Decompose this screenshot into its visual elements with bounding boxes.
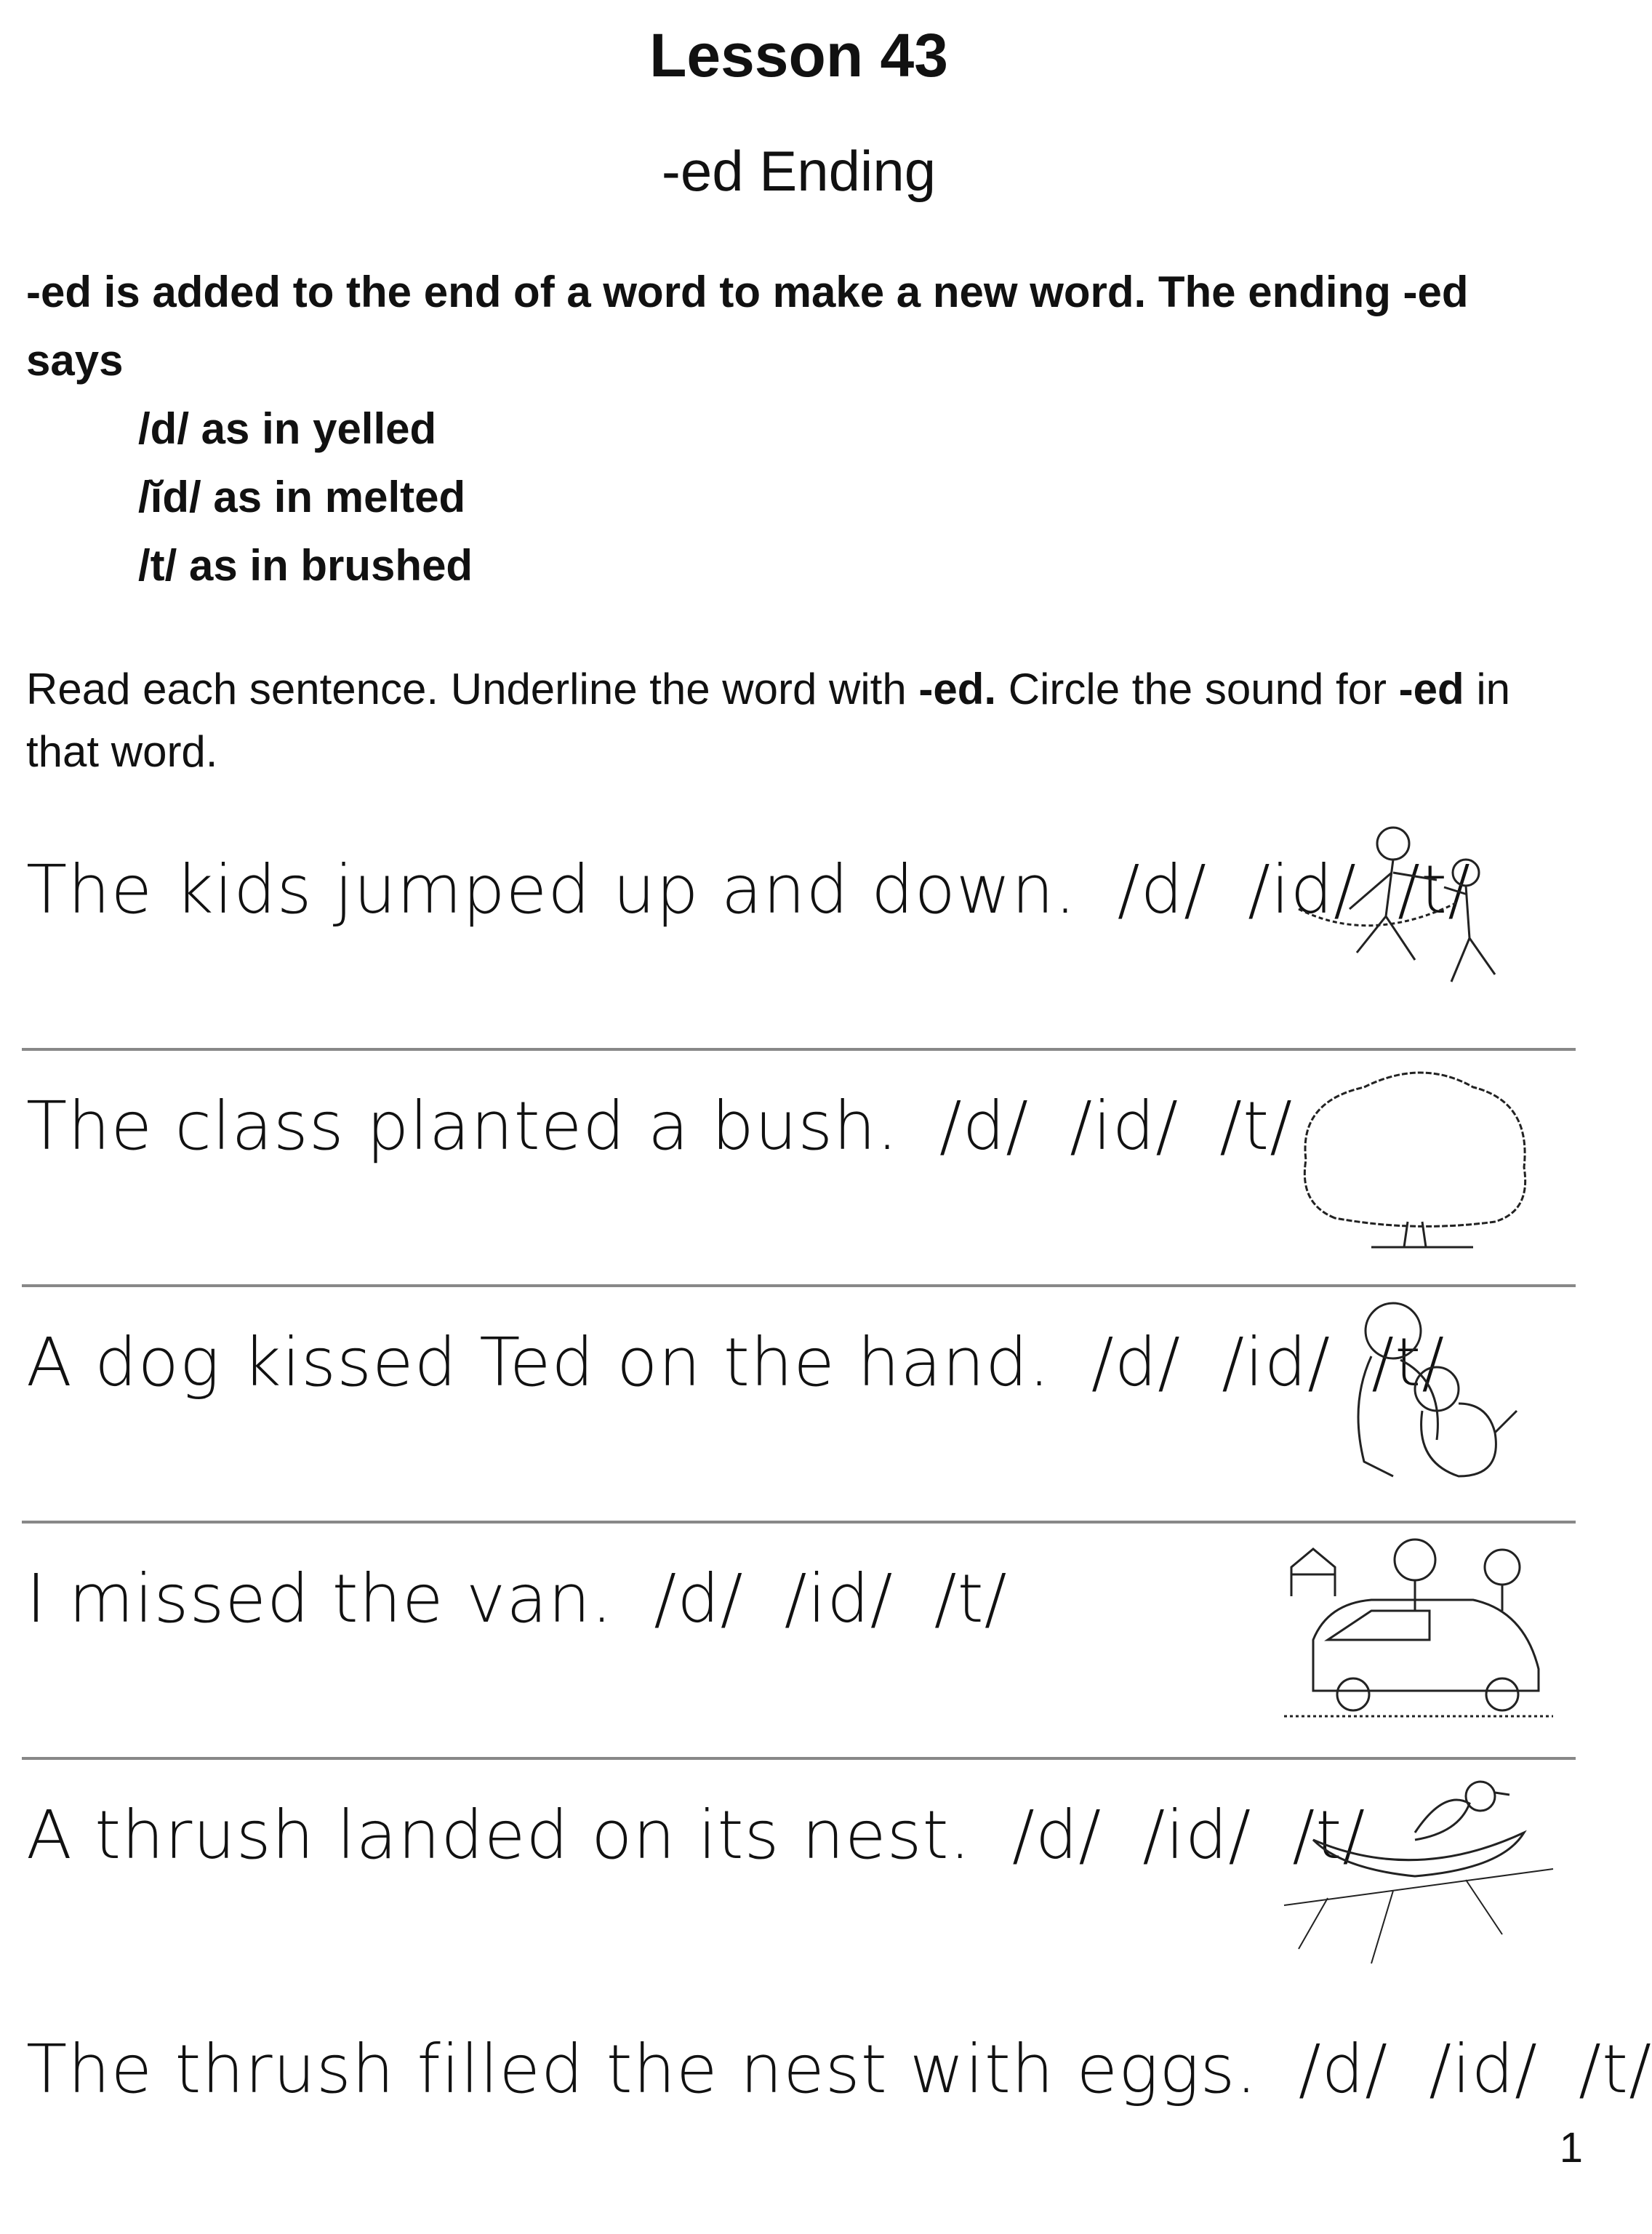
option-d[interactable]: /d/ — [1011, 1796, 1102, 1874]
intro-paragraph — [26, 258, 1553, 600]
option-t[interactable]: /t/ — [1579, 2030, 1652, 2108]
sentence-text: I missed the van. — [26, 1560, 614, 1638]
exercise-row — [26, 822, 1575, 1054]
sound: /d/ — [138, 404, 189, 453]
sound: /t/ — [138, 541, 177, 590]
instr-bold: -ed. — [918, 665, 997, 713]
lesson-title: Lesson 43 — [649, 21, 948, 89]
exercise-row — [26, 1058, 1575, 1291]
exercise-row — [26, 1294, 1575, 1527]
instr-text: in that word. — [26, 665, 1511, 776]
sound-rule — [26, 463, 1553, 532]
option-t[interactable]: /t/ — [1292, 1796, 1366, 1874]
option-d[interactable]: /d/ — [939, 1087, 1030, 1165]
thrush-nest-picture — [1284, 1753, 1553, 1971]
option-t[interactable]: /t/ — [1219, 1087, 1294, 1165]
intro-text: is added to the end of a word to make a new word. The ending — [92, 268, 1403, 316]
option-d[interactable]: /d/ — [1117, 851, 1208, 929]
sound-rule — [26, 532, 1553, 600]
sound: /ĭd/ — [138, 473, 201, 521]
option-t[interactable]: /t/ — [1371, 1324, 1446, 1401]
page-number: 1 — [1559, 2124, 1583, 2171]
option-t[interactable]: /t/ — [934, 1560, 1008, 1638]
instr-bold: -ed — [1398, 665, 1464, 713]
example: as in brushed — [177, 541, 473, 590]
example: as in melted — [201, 473, 466, 521]
kids-jumping-picture — [1284, 822, 1553, 1025]
divider — [22, 1048, 1576, 1051]
divider — [22, 1521, 1576, 1524]
sound-rule — [26, 395, 1553, 463]
lesson-subtitle: -ed Ending — [661, 139, 937, 203]
sentence-text: A thrush landed on its nest. — [26, 1796, 971, 1874]
van-picture — [1284, 1531, 1553, 1734]
option-d[interactable]: /d/ — [1298, 2030, 1389, 2108]
sentence-text: The kids jumped up and down. — [26, 851, 1077, 929]
sentence-text: The thrush filled the nest with eggs. — [26, 2030, 1258, 2108]
bush-picture — [1284, 1058, 1553, 1262]
example: as in yelled — [189, 404, 437, 453]
sentence-text: The class planted a bush. — [26, 1087, 899, 1165]
option-id[interactable]: /id/ — [784, 1560, 894, 1638]
boy-and-dog-picture — [1284, 1294, 1553, 1498]
option-d[interactable]: /d/ — [654, 1560, 744, 1638]
option-t[interactable]: /t/ — [1398, 851, 1472, 929]
option-id[interactable]: /id/ — [1070, 1087, 1179, 1165]
sentence-text: A dog kissed Ted on the hand. — [26, 1324, 1051, 1401]
option-id[interactable]: /id/ — [1142, 1796, 1252, 1874]
instr-text: Read each sentence. Underline the word with — [26, 665, 919, 713]
option-d[interactable]: /d/ — [1091, 1324, 1182, 1401]
option-id[interactable]: /id/ — [1429, 2030, 1539, 2108]
intro-bold: -ed — [26, 268, 92, 316]
intro-text: says — [26, 336, 124, 385]
option-id[interactable]: /id/ — [1248, 851, 1357, 929]
intro-bold: -ed — [1403, 268, 1469, 316]
divider — [22, 1284, 1576, 1287]
exercise-row — [26, 1767, 1575, 2000]
instr-text: Circle the sound for — [996, 665, 1399, 713]
option-id[interactable]: /id/ — [1222, 1324, 1331, 1401]
exercise-row — [26, 2001, 1652, 2234]
exercise-row — [26, 1531, 1575, 1763]
instructions — [26, 658, 1553, 783]
